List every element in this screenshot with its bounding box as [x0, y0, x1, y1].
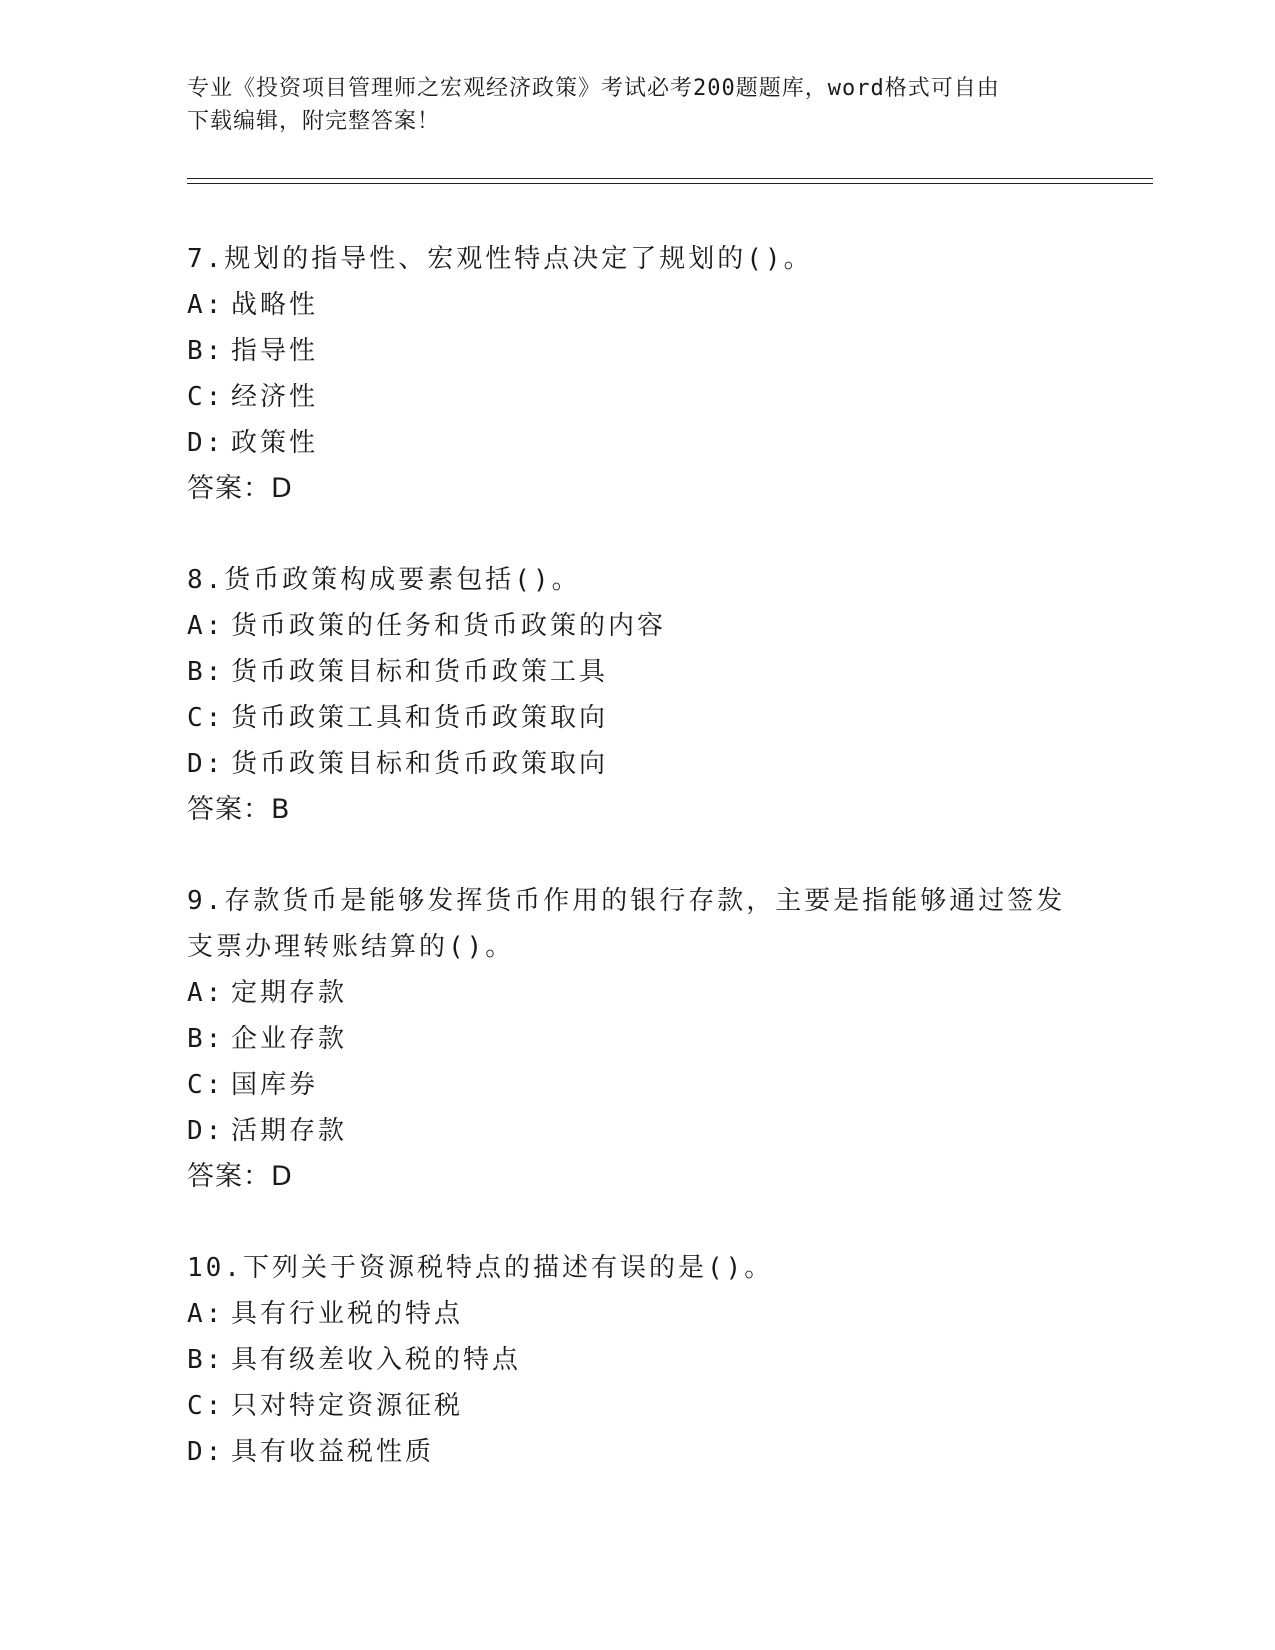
option-letter: C: [187, 1391, 225, 1421]
option-text: 经济性 [231, 382, 319, 412]
option-a [187, 603, 1087, 649]
option-text: 企业存款 [231, 1024, 348, 1054]
option-b [187, 649, 1087, 695]
question-stem: 7.规划的指导性、宏观性特点决定了规划的()。 [187, 244, 813, 274]
option-text: 货币政策的任务和货币政策的内容 [231, 611, 667, 641]
document-header [187, 72, 1067, 138]
option-text: 活期存款 [231, 1116, 348, 1146]
question-list [187, 236, 1087, 1520]
option-text: 具有行业税的特点 [231, 1299, 464, 1329]
option-b [187, 1337, 1087, 1383]
option-text: 具有收益税性质 [231, 1437, 435, 1467]
option-text: 指导性 [231, 336, 319, 366]
option-letter: D: [187, 428, 225, 458]
option-d [187, 1108, 1087, 1154]
option-text: 货币政策工具和货币政策取向 [231, 703, 609, 733]
option-letter: A: [187, 1299, 225, 1329]
option-c [187, 374, 1087, 420]
question-stem-line-2: 支票办理转账结算的()。 [187, 932, 515, 962]
option-a [187, 1291, 1087, 1337]
option-b [187, 328, 1087, 374]
option-text: 定期存款 [231, 978, 348, 1008]
option-letter: D: [187, 749, 225, 779]
option-text: 货币政策目标和货币政策取向 [231, 749, 609, 779]
option-text: 政策性 [231, 428, 319, 458]
option-b [187, 1016, 1087, 1062]
option-text: 只对特定资源征税 [231, 1391, 464, 1421]
question-7 [187, 236, 1087, 512]
option-a [187, 282, 1087, 328]
option-letter: C: [187, 382, 225, 412]
option-letter: A: [187, 290, 225, 320]
option-letter: A: [187, 978, 225, 1008]
question-stem: 10.下列关于资源税特点的描述有误的是()。 [187, 1253, 774, 1283]
option-a [187, 970, 1087, 1016]
option-letter: C: [187, 1070, 225, 1100]
option-letter: B: [187, 1024, 225, 1054]
option-d [187, 741, 1087, 787]
header-line-2: 下载编辑，附完整答案！ [187, 109, 441, 134]
option-text: 具有级差收入税的特点 [231, 1345, 522, 1375]
option-letter: A: [187, 611, 225, 641]
question-stem-line-1: 9.存款货币是能够发挥货币作用的银行存款，主要是指能够通过签发 [187, 886, 1066, 916]
answer-line: 答案：D [187, 473, 293, 504]
option-c [187, 695, 1087, 741]
option-letter: D: [187, 1437, 225, 1467]
option-c [187, 1383, 1087, 1429]
option-text: 战略性 [231, 290, 319, 320]
question-9 [187, 878, 1087, 1200]
option-text: 国库券 [231, 1070, 319, 1100]
question-10 [187, 1245, 1087, 1475]
option-letter: D: [187, 1116, 225, 1146]
option-letter: B: [187, 336, 225, 366]
option-d [187, 420, 1087, 466]
question-8 [187, 557, 1087, 833]
header-divider-top [187, 178, 1153, 179]
option-letter: B: [187, 1345, 225, 1375]
question-stem: 8.货币政策构成要素包括()。 [187, 565, 581, 595]
answer-line: 答案：B [187, 794, 291, 825]
option-d [187, 1429, 1087, 1475]
answer-line: 答案：D [187, 1161, 293, 1192]
option-text: 货币政策目标和货币政策工具 [231, 657, 609, 687]
option-letter: B: [187, 657, 225, 687]
header-divider-bottom [187, 183, 1153, 184]
header-line-1: 专业《投资项目管理师之宏观经济政策》考试必考200题题库，word格式可自由 [187, 76, 1000, 101]
option-letter: C: [187, 703, 225, 733]
option-c [187, 1062, 1087, 1108]
